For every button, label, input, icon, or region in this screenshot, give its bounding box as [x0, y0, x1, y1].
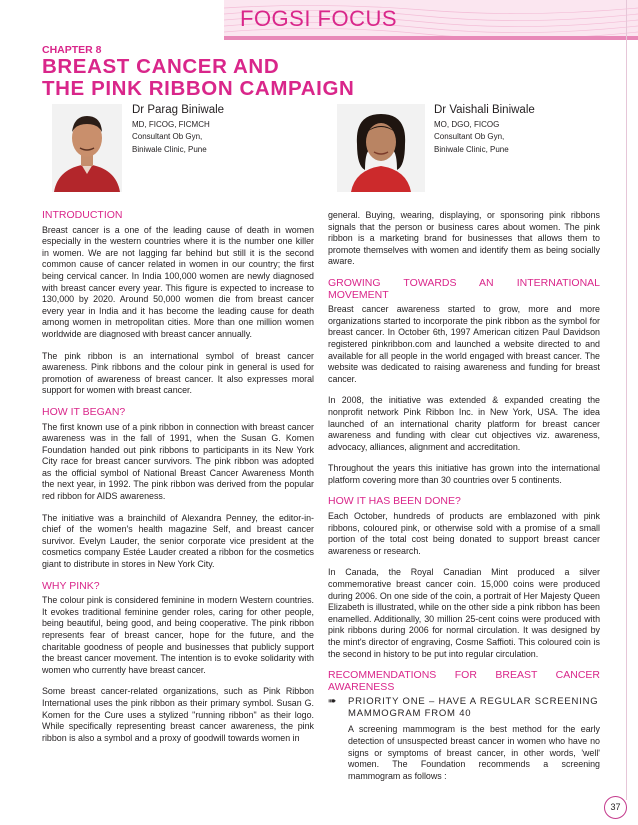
paragraph-why-2: Some breast cancer-related organizations, such as Pink Ribbon International uses the pink ribbon as their primary symbol. Susan G. Komen for the Cure uses a stylized "running ribbon" as their logo. While specifically representing breast cancer awareness, the pink ribbon is also a symbol and a proxy of goodwill towards women in	[42, 686, 314, 743]
priority-one-item	[328, 696, 600, 792]
heading-how-done: HOW IT HAS BEEN DONE?	[328, 495, 461, 508]
author-1-clinic: Biniwale Clinic, Pune	[132, 144, 207, 154]
heading-how-it-began: HOW IT BEGAN?	[42, 405, 126, 418]
paragraph-grow-3: Throughout the years this initiative has grown into the international platform covering more than 30 countries over 5 continents.	[328, 463, 600, 485]
paragraph-intro-1: Breast cancer is a one of the leading cause of death in women especially in the western countries where it is the number one killer in women. We are not lagging far behind but still it is the second common cause of cancer related in women in our country; the first being cervical cancer. In India 100,000 women are newly diagnosed with breast cancer every year. This figure is expected to increase to 130,000 by 2020. Around 50,000 women die from breast cancer every year in India and it has become the leading cause for death among women in metropolitan cities. More than one million women worldwide are diagnosed with breast cancer annually.	[42, 224, 314, 339]
chapter-label: CHAPTER 8	[42, 44, 102, 56]
side-rule	[626, 0, 627, 800]
paragraph-done-1: Each October, hundreds of products are emblazoned with pink ribbons, coloured pink, or otherwise sold with a promise of a small portion of the total cost being donated to support breast cancer awareness or research.	[328, 511, 600, 556]
right-column	[328, 210, 600, 792]
paragraph-grow-1: Breast cancer awareness started to grow, more and more organizations started to incorporate the pink ribbon as the symbol for breast cancer. In October 6th, 1997 American citizen Paul Davidson registered pinkribbon.com and launched a website directed to and available for all people in the world engaged with breast cancer. The website was dedicated to raising awareness and funding for breast cancer.	[328, 304, 600, 384]
author-photo-parag	[52, 104, 122, 192]
author-photo-vaishali	[337, 104, 425, 192]
header-title: FOGSI FOCUS	[240, 6, 398, 31]
author-1-degrees: MD, FICOG, FICMCH	[132, 119, 210, 129]
author-2-role: Consultant Ob Gyn,	[434, 132, 505, 141]
author-1-role: Consultant Ob Gyn,	[132, 132, 203, 141]
heading-growing: GROWING TOWARDS AN INTERNATIONAL MOVEMENT	[328, 276, 600, 301]
paragraph-began-1: The first known use of a pink ribbon in connection with breast cancer awareness was in the fall of 1991, when the Susan G. Komen Foundation handed out pink ribbons to participants in its New York City race for breast cancer survivors. The pink ribbon was adopted as the official symbol of National Breast Cancer Awareness Month the next year, in 1992. The pink ribbon was derived from the popular red ribbon for AIDS awareness.	[42, 421, 314, 502]
page-number: 37	[604, 796, 627, 819]
chapter-title	[42, 56, 354, 100]
author-2-name: Dr Vaishali Biniwale	[434, 104, 535, 116]
author-2	[434, 104, 614, 156]
priority-one-heading: PRIORITY ONE – HAVE A REGULAR SCREENING MAMMOGRAM FROM 40	[348, 696, 599, 720]
heading-why-pink: WHY PINK?	[42, 579, 100, 592]
paragraph-began-2: The initiative was a brainchild of Alexandra Penney, the editor-in-chief of the women's health magazine Self, and breast cancer survivor. Evelyn Lauder, the senior corporate vice president at the cosmetics company Estée Lauder created a ribbon for the cosmetics giant to distribute in stores in New York City.	[42, 512, 314, 570]
paragraph-intro-2: The pink ribbon is an international symbol of breast cancer awareness. Pink ribbons and the colour pink in general is used for promotion of awareness of breast cancer. It also expresses moral support for women with breast cancer.	[42, 350, 314, 396]
paragraph-continued: general. Buying, wearing, displaying, or sponsoring pink ribbons signals that the person or business cares about women. The pink ribbon is a marketing brand for businesses that allows them to promote themselves with women and identify them as being socially aware.	[328, 210, 600, 267]
priority-one-body	[348, 696, 600, 792]
author-2-clinic: Biniwale Clinic, Pune	[434, 144, 509, 154]
author-2-degrees: MO, DGO, FICOG	[434, 119, 500, 129]
paragraph-why-1: The colour pink is considered feminine in modern Western countries. It evokes traditional feminine gender roles, caring for other people, being beautiful, being good, and being cooperative. The pink ribbon represents fear of breast cancer, hope for the future, and the charitable goodness of people and businesses that publicly support the breast cancer movement. The intention is to evoke solidarity with women who currently have breast cancer.	[42, 595, 314, 675]
paragraph-done-2: In Canada, the Royal Canadian Mint produced a silver commemorative breast cancer coin. 15,000 coins were produced during 2006. On one side of the coin, a portrait of Her Majesty Queen Elizabeth is illustrated, while on the other side a pink ribbon has been enamelled. Additionally, 30 million 25-cent coins were produced with pink ribbons during 2006 for normal circulation. It was designed by the mint's director of engraving, Cosme Saffioti. This coloured coin is the second in history to be put into regular circulation.	[328, 567, 600, 659]
heading-introduction: INTRODUCTION	[42, 209, 123, 221]
chapter-title-line-2: THE PINK RIBBON CAMPAIGN	[42, 77, 355, 100]
paragraph-grow-2: In 2008, the initiative was extended & expanded creating the nonprofit network Pink Ribbon Inc. in New York, USA. The idea launched of an international charity platform for breast cancer awareness and funding with clear cut objectives viz. awareness, advocacy, alliances, alignment and accreditation.	[328, 395, 600, 452]
arrow-bullet-icon: ➠	[328, 696, 337, 708]
author-1-name: Dr Parag Biniwale	[132, 104, 225, 116]
heading-recommendations: RECOMMENDATIONS FOR BREAST CANCER AWARENESS	[328, 669, 600, 693]
priority-one-text: A screening mammogram is the best method for the early detection of unsuspected breast cancer in women who have no signs or symptoms of breast cancer, in other words, 'well' women. The Foundation recommends a screening mammogram as follows :	[348, 724, 600, 781]
author-1	[132, 104, 312, 156]
left-column	[42, 210, 314, 754]
chapter-title-line-1: BREAST CANCER AND	[42, 55, 280, 78]
